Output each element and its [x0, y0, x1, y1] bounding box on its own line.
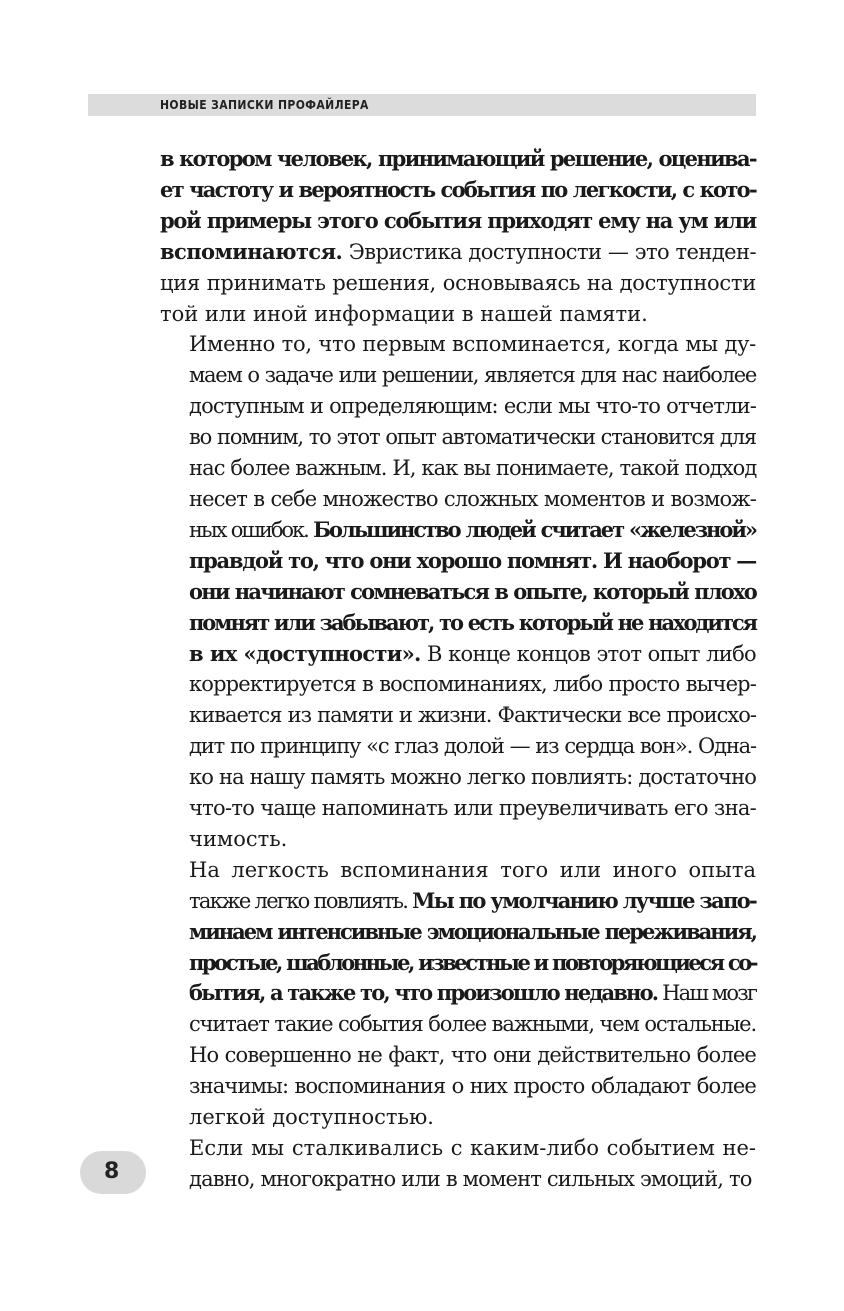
text-line [160, 237, 756, 268]
text-line [160, 546, 756, 577]
bold-text-segment: рой примеры этого события приходят ему на ум или [160, 207, 756, 233]
text-line [160, 329, 756, 360]
text-line [160, 484, 756, 515]
text-line [160, 453, 756, 484]
bold-text-segment: в их «доступности». [189, 640, 421, 666]
text-segment: значимы: воспоминания о них просто обладают более [189, 1074, 756, 1099]
paragraph-1 [160, 144, 756, 329]
text-line [160, 978, 756, 1009]
text-segment: ция принимать решения, основываясь на доступности [160, 270, 756, 295]
bold-text-segment: в котором человек, принимающий решение, оценива- [160, 146, 756, 171]
text-segment: что-то чаще напоминать или преувеличивать его зна- [189, 796, 756, 821]
text-segment: Если мы сталкивались с каким-либо событием не- [189, 1136, 756, 1160]
text-segment: Эвристика доступности — это тенден- [342, 239, 756, 264]
text-line [160, 1164, 756, 1195]
text-line [160, 360, 756, 391]
text-line [160, 762, 756, 793]
text-line [160, 577, 756, 608]
text-segment: считает такие события более важными, чем остальные. [189, 1012, 756, 1037]
text-line [160, 700, 756, 731]
text-line [160, 1133, 756, 1164]
text-segment: давно, многократно или в момент сильных эмоций, то [189, 1166, 752, 1191]
text-segment: нас более важным. И, как вы понимаете, такой подход [189, 456, 757, 481]
text-line [160, 917, 756, 948]
text-segment: маем о задаче или решении, является для нас наиболее [189, 363, 756, 388]
body-text [160, 144, 756, 1195]
text-line [160, 1040, 756, 1071]
text-line [160, 639, 756, 670]
text-line [160, 669, 756, 700]
text-segment: доступным и определяющим: если мы что-то отчетли- [189, 394, 756, 419]
text-segment: ных ошибок. [189, 517, 314, 542]
text-line [160, 948, 756, 979]
text-line [160, 886, 756, 917]
text-line [160, 422, 756, 453]
running-header-title: НОВЫЕ ЗАПИСКИ ПРОФАЙЛЕРА [160, 98, 369, 112]
text-segment: Но совершенно не факт, что они действительно более [189, 1043, 756, 1068]
paragraph-4 [160, 1133, 756, 1195]
text-segment: несет в себе множество сложных моментов и возмож- [189, 486, 756, 511]
text-segment: В конце концов этот опыт либо [420, 641, 756, 666]
text-segment: корректируется в воспоминаниях, либо просто вычер- [189, 672, 756, 697]
bold-text-segment: простые, шаблонные, известные и повторяющиеся со- [189, 949, 756, 975]
text-line [160, 855, 756, 886]
text-segment: чимость. [189, 826, 288, 851]
text-line [160, 731, 756, 762]
bold-text-segment: правдой то, что они хорошо помнят. И наоборот — [189, 547, 756, 573]
text-line [160, 299, 756, 330]
text-line [160, 1102, 756, 1133]
text-line [160, 793, 756, 824]
text-segment: Именно то, что первым вспоминается, когда мы ду- [189, 332, 756, 357]
text-segment: На легкость вспоминания того или иного опыта [189, 857, 756, 882]
text-line [160, 175, 756, 206]
text-line [160, 144, 756, 175]
bold-text-segment: они начинают сомневаться в опыте, который плохо [189, 578, 756, 604]
text-line [160, 608, 756, 639]
text-segment: дит по принципу «с глаз долой — из сердца вон». Одна- [189, 734, 756, 759]
bold-text-segment: бытия, а также то, что произошло недавно. [189, 980, 658, 1006]
text-line [160, 824, 756, 855]
bold-text-segment: вспоминаются. [160, 238, 343, 264]
text-line [160, 268, 756, 299]
text-line [160, 515, 756, 546]
text-segment: во помним, то этот опыт автоматически становится для [189, 425, 756, 450]
page-number: 8 [104, 1159, 120, 1184]
running-header [88, 94, 756, 116]
text-segment: ко на нашу память можно легко повлиять: достаточно [189, 765, 756, 790]
text-line [160, 1009, 756, 1040]
bold-text-segment: минаем интенсивные эмоциональные переживания, [189, 918, 756, 944]
text-segment: кивается из памяти и жизни. Фактически все происхо- [189, 703, 756, 728]
text-segment: той или иной информации в нашей памяти. [160, 301, 648, 326]
text-segment: Наш мозг [657, 981, 757, 1006]
text-line [160, 1071, 756, 1102]
paragraph-2 [160, 329, 756, 854]
bold-text-segment: помнят или забывают, то есть который не находится [189, 609, 756, 635]
text-segment: легкой доступностью. [189, 1105, 434, 1130]
bold-text-segment: Большинство людей считает «железной» [313, 516, 756, 542]
bold-text-segment: Мы по умолчанию лучше запо- [412, 887, 757, 913]
text-line [160, 206, 756, 237]
text-segment: также легко повлиять. [189, 888, 413, 913]
bold-text-segment: ет частоту и вероятность события по легкости, с кото- [160, 176, 756, 202]
text-line [160, 391, 756, 422]
paragraph-3 [160, 855, 756, 1133]
